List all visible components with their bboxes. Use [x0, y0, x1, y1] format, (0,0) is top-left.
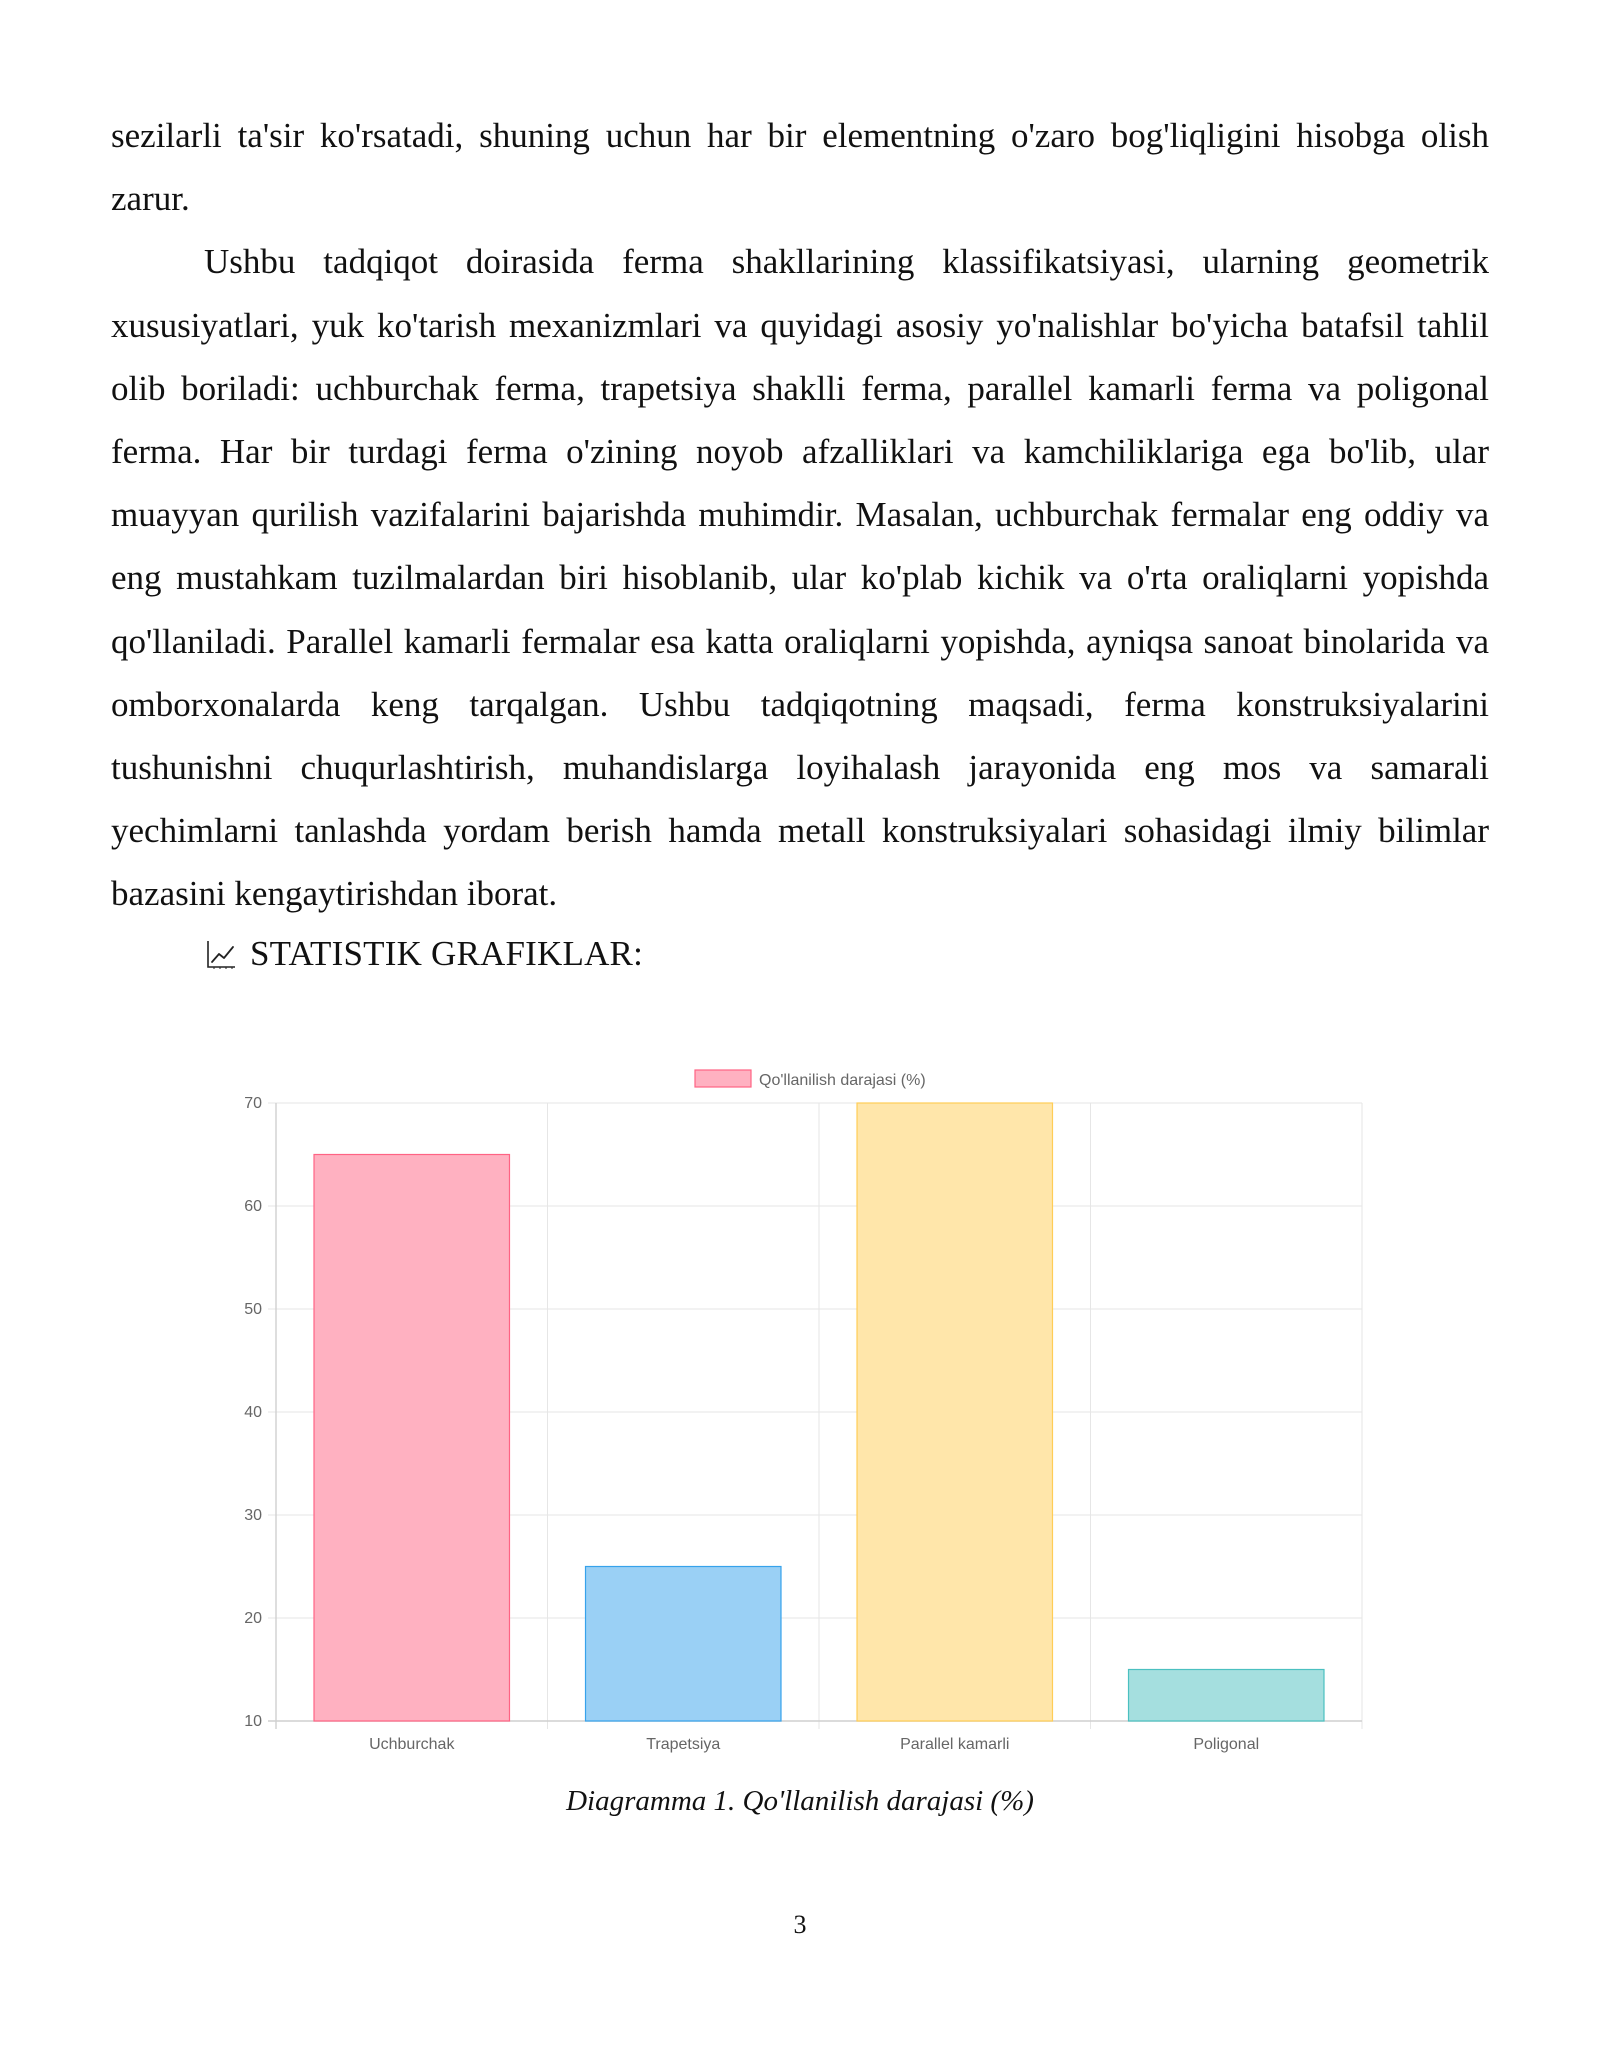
paragraph-continuation: sezilarli ta'sir ko'rsatadi, shuning uchun har bir elementning o'zaro bog'liqligini hisobga olish zarur. [111, 116, 1489, 219]
paragraph-main: Ushbu tadqiqot doirasida ferma shakllarining klassifikatsiyasi, ularning geometrik xususiyatlari, yuk ko'tarish mexanizmlari va quyidagi asosiy yo'nalishlar bo'yicha batafsil tahlil olib boriladi: uchburchak ferma, trapetsiya shaklli ferma, parallel kamarli ferma va poligonal ferma. Har bir turdagi ferma o'zining noyob afzalliklari va kamchiliklariga ega bo'lib, ular muayyan qurilish vazifalarini bajarishda muhimdir. Masalan, uchburchak fermalar eng oddiy va eng mustahkam tuzilmalardan biri hisoblanib, ular ko'plab kichik va o'rta oraliqlarni yopishda qo'llaniladi. Parallel kamarli fermalar esa katta oraliqlarni yopishda, ayniqsa sanoat binolarida va omborxonalarda keng tarqalgan. Ushbu tadqiqotning maqsadi, ferma konstruksiyalarini tushunishni chuqurlashtirish, muhandislarga loyihalash jarayonida eng mos va samarali yechimlarni tanlashda yordam berish hamda metall konstruksiyalari sohasidagi ilmiy bilimlar bazasini kengaytirishdan iborat. [111, 242, 1489, 914]
bar [314, 1155, 509, 1722]
page-number: 3 [793, 1910, 807, 1939]
section-heading-text: STATISTIK GRAFIKLAR: [250, 934, 644, 973]
bar [1129, 1670, 1324, 1722]
figure-caption: Diagramma 1. Qo'llanilish darajasi (%) [566, 1785, 1034, 1817]
y-tick-label: 60 [244, 1198, 262, 1215]
section-heading [204, 924, 643, 984]
chart-increasing-icon [204, 937, 238, 971]
y-tick-label: 30 [244, 1507, 262, 1524]
bar [586, 1567, 781, 1722]
x-tick-label: Trapetsiya [646, 1736, 721, 1753]
y-tick-label: 10 [244, 1713, 262, 1730]
y-tick-label: 20 [244, 1610, 262, 1627]
bar [857, 1103, 1052, 1721]
x-tick-label: Poligonal [1193, 1736, 1260, 1753]
chart-svg [228, 1056, 1384, 1766]
bar-chart [228, 1056, 1384, 1766]
x-tick-label: Parallel kamarli [900, 1736, 1010, 1753]
y-tick-label: 40 [244, 1404, 262, 1421]
x-tick-label: Uchburchak [369, 1736, 455, 1753]
legend-label: Qo'llanilish darajasi (%) [759, 1072, 926, 1089]
legend-swatch [695, 1070, 751, 1087]
y-tick-label: 50 [244, 1301, 262, 1318]
y-tick-label: 70 [244, 1095, 262, 1112]
body-text [111, 104, 1489, 926]
